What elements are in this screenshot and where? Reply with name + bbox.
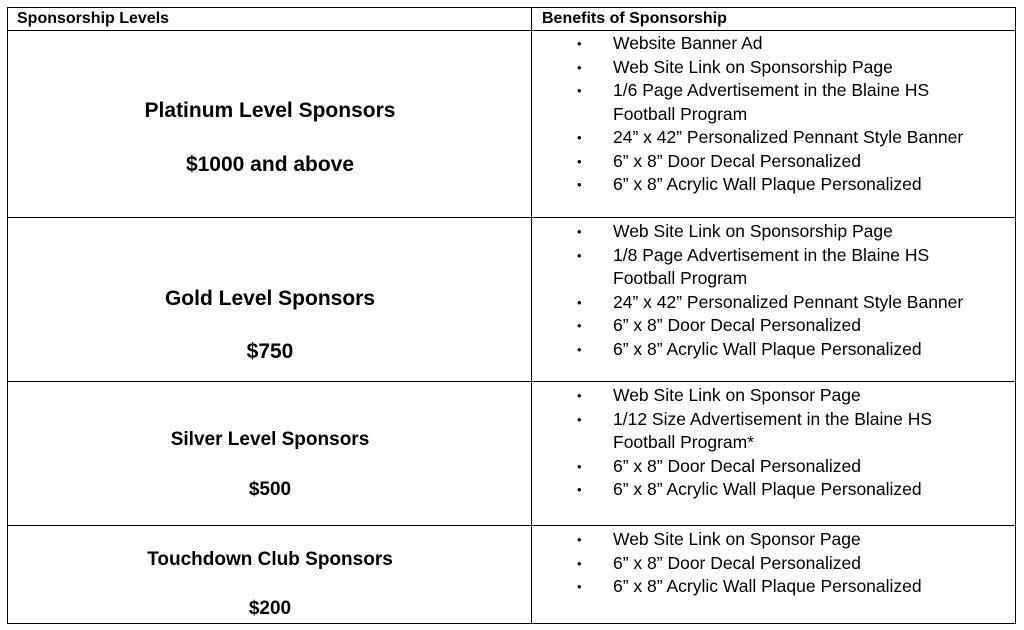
header-levels-label: Sponsorship Levels (17, 10, 170, 27)
table-header-row (7, 7, 1016, 31)
benefits-cell-gold (532, 218, 1015, 381)
benefit-item (532, 150, 1015, 174)
benefit-item (532, 478, 1015, 502)
bullet-icon: • (577, 579, 582, 594)
benefit-item (532, 384, 1015, 408)
bullet-icon: • (577, 153, 582, 169)
table-row-silver (7, 382, 1016, 526)
benefit-text: 6” x 8” Acrylic Wall Plaque Personalized (613, 576, 922, 596)
level-name-touchdown: Touchdown Club Sponsors (147, 549, 393, 570)
benefit-item (532, 408, 1015, 455)
bullet-icon: • (577, 294, 582, 310)
benefit-text: 1/8 Page Advertisement in the Blaine HS (613, 244, 930, 265)
level-price-silver: $500 (248, 479, 292, 500)
bullet-icon: • (577, 318, 582, 333)
benefits-list-silver (532, 384, 1015, 502)
bullet-icon: • (577, 59, 582, 75)
benefit-item (532, 126, 1015, 150)
benefits-list-platinum (532, 32, 1015, 197)
level-cell-silver (8, 382, 532, 525)
benefit-item (532, 32, 1015, 56)
bullet-icon: • (577, 177, 582, 192)
bullet-icon: • (577, 482, 582, 497)
bullet-icon: • (577, 341, 582, 357)
benefits-cell-silver (532, 382, 1015, 525)
benefits-cell-touchdown (532, 526, 1015, 623)
benefit-text: Website Banner Ad (613, 33, 763, 53)
bullet-icon: • (577, 224, 582, 239)
benefit-text: Web Site Link on Sponsor Page (613, 385, 861, 405)
benefit-text: Football Program (613, 268, 748, 288)
benefit-item (532, 291, 1015, 315)
header-benefits-label: Benefits of Sponsorship (542, 10, 727, 27)
level-name-gold: Gold Level Sponsors (164, 287, 376, 310)
benefit-text: 6” x 8” Door Decal Personalized (613, 552, 862, 573)
benefit-text: Football Program (613, 103, 748, 124)
bullet-icon: • (577, 411, 582, 427)
benefit-text: 24” x 42” Personalized Pennant Style Banner (613, 291, 964, 312)
benefit-item (532, 528, 1015, 552)
benefit-text: 6” x 8” Acrylic Wall Plaque Personalized (613, 174, 922, 194)
bullet-icon: • (577, 388, 582, 403)
level-cell-platinum (8, 30, 532, 217)
benefit-text: 6” x 8” Acrylic Wall Plaque Personalized (613, 338, 922, 359)
benefit-text: 1/6 Page Advertisement in the Blaine HS (613, 80, 930, 100)
benefit-item (532, 575, 1015, 599)
benefit-text: 6” x 8” Door Decal Personalized (613, 455, 862, 476)
benefit-text: Football Program* (613, 432, 755, 452)
benefit-text: 1/12 Size Advertisement in the Blaine HS (613, 408, 933, 429)
level-cell-gold (8, 218, 532, 381)
bullet-icon: • (577, 458, 582, 474)
sponsorship-table (7, 7, 1016, 624)
benefit-text: 6” x 8” Door Decal Personalized (613, 315, 862, 335)
benefit-item (532, 455, 1015, 479)
benefits-list-gold (532, 220, 1015, 361)
benefit-item (532, 79, 1015, 126)
benefit-text: 6” x 8” Door Decal Personalized (613, 150, 862, 171)
benefit-item (532, 220, 1015, 244)
level-price-platinum: $1000 and above (185, 153, 355, 176)
benefit-text: 6” x 8” Acrylic Wall Plaque Personalized (613, 479, 922, 499)
benefits-list-touchdown (532, 528, 1015, 599)
benefit-item (532, 314, 1015, 338)
benefit-text: 24” x 42” Personalized Pennant Style Banner (613, 127, 964, 147)
level-price-touchdown: $200 (248, 598, 292, 619)
level-cell-touchdown (8, 526, 532, 623)
table-row-touchdown (7, 526, 1016, 624)
benefit-text: Web Site Link on Sponsorship Page (613, 221, 893, 241)
benefit-item (532, 338, 1015, 362)
bullet-icon: • (577, 555, 582, 571)
level-name-platinum: Platinum Level Sponsors (144, 99, 396, 122)
level-price-gold: $750 (246, 340, 294, 363)
level-name-silver: Silver Level Sponsors (170, 429, 370, 450)
header-cell-benefits (532, 8, 1015, 30)
benefit-text: Web Site Link on Sponsor Page (613, 529, 861, 549)
benefit-item (532, 552, 1015, 576)
bullet-icon: • (577, 83, 582, 98)
table-row-gold (7, 218, 1016, 382)
benefit-item (532, 173, 1015, 197)
bullet-icon: • (577, 36, 582, 51)
header-cell-levels (8, 8, 532, 30)
table-row-platinum (7, 30, 1016, 218)
benefit-item (532, 244, 1015, 291)
benefit-item (532, 56, 1015, 80)
bullet-icon: • (577, 130, 582, 145)
bullet-icon: • (577, 532, 582, 547)
benefits-cell-platinum (532, 30, 1015, 217)
benefit-text: Web Site Link on Sponsorship Page (613, 56, 893, 77)
bullet-icon: • (577, 247, 582, 263)
